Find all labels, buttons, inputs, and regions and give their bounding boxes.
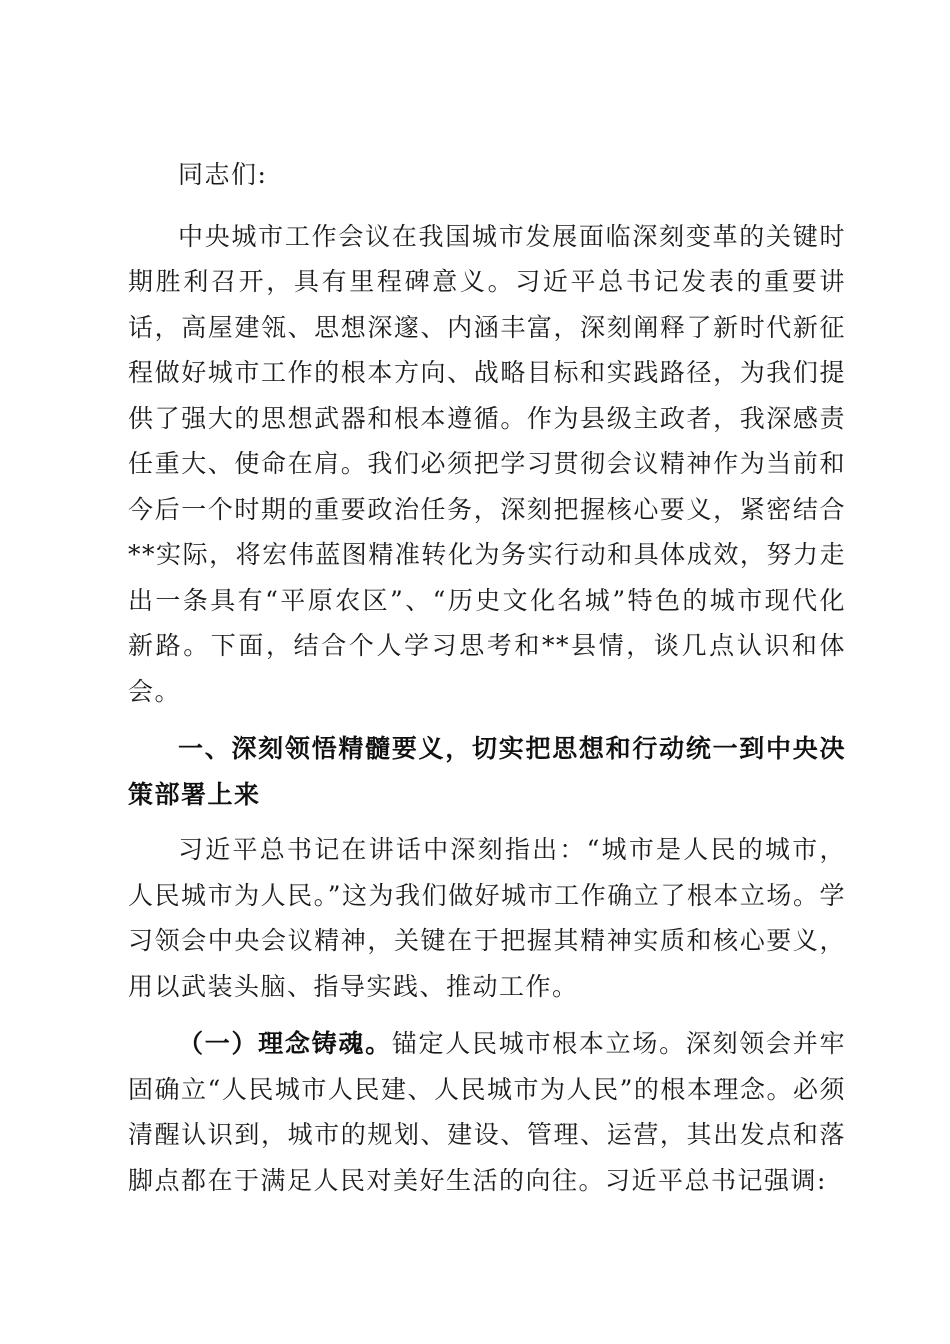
subsection-1-lead: （一）理念铸魂。 [178, 1029, 392, 1058]
section-heading-1: 一、深刻领悟精髓要义，切实把思想和行动统一到中央决策部署上来 [128, 734, 846, 809]
intro-paragraph: 中央城市工作会议在我国城市发展面临深刻变革的关键时期胜利召开，具有里程碑意义。习近平总书记发表的重要讲话，高屋建瓴、思想深邃、内涵丰富，深刻阐释了新时代新征程做好城市工作的根本方向、战略目标和实践路径，为我们提供了强大的思想武器和根本遵循。作为县级主政者，我深感责任重大、使命在肩。我们必须把学习贯彻会议精神作为当前和今后一个时期的重要政治任务，深刻把握核心要义，紧密结合**实际，将宏伟蓝图精准转化为务实行动和具体成效，努力走出一条具有“平原农区”、“历史文化名城”特色的城市现代化新路。下面，结合个人学习思考和**县情，谈几点认识和体会。 [128, 221, 846, 706]
salutation: 同志们: [178, 160, 268, 189]
subsection-1-text: 锚定人民城市根本立场。深刻领会并牢固确立“人民城市人民建、人民城市为人民”的根本理念。必须清醒认识到，城市的规划、建设、管理、运营，其出发点和落脚点都在于满足人民对美好生活的向往。习近平总书记强调: [128, 1029, 846, 1195]
subsection-1-paragraph [128, 1021, 846, 1203]
document-body [128, 152, 846, 1215]
section-1-paragraph: 习近平总书记在讲话中深刻指出：“城市是人民的城市，人民城市为人民。”这为我们做好城市工作确立了根本立场。学习领会中央会议精神，关键在于把握其精神实质和核心要义，用以武装头脑、指导实践、推动工作。 [128, 835, 846, 1001]
